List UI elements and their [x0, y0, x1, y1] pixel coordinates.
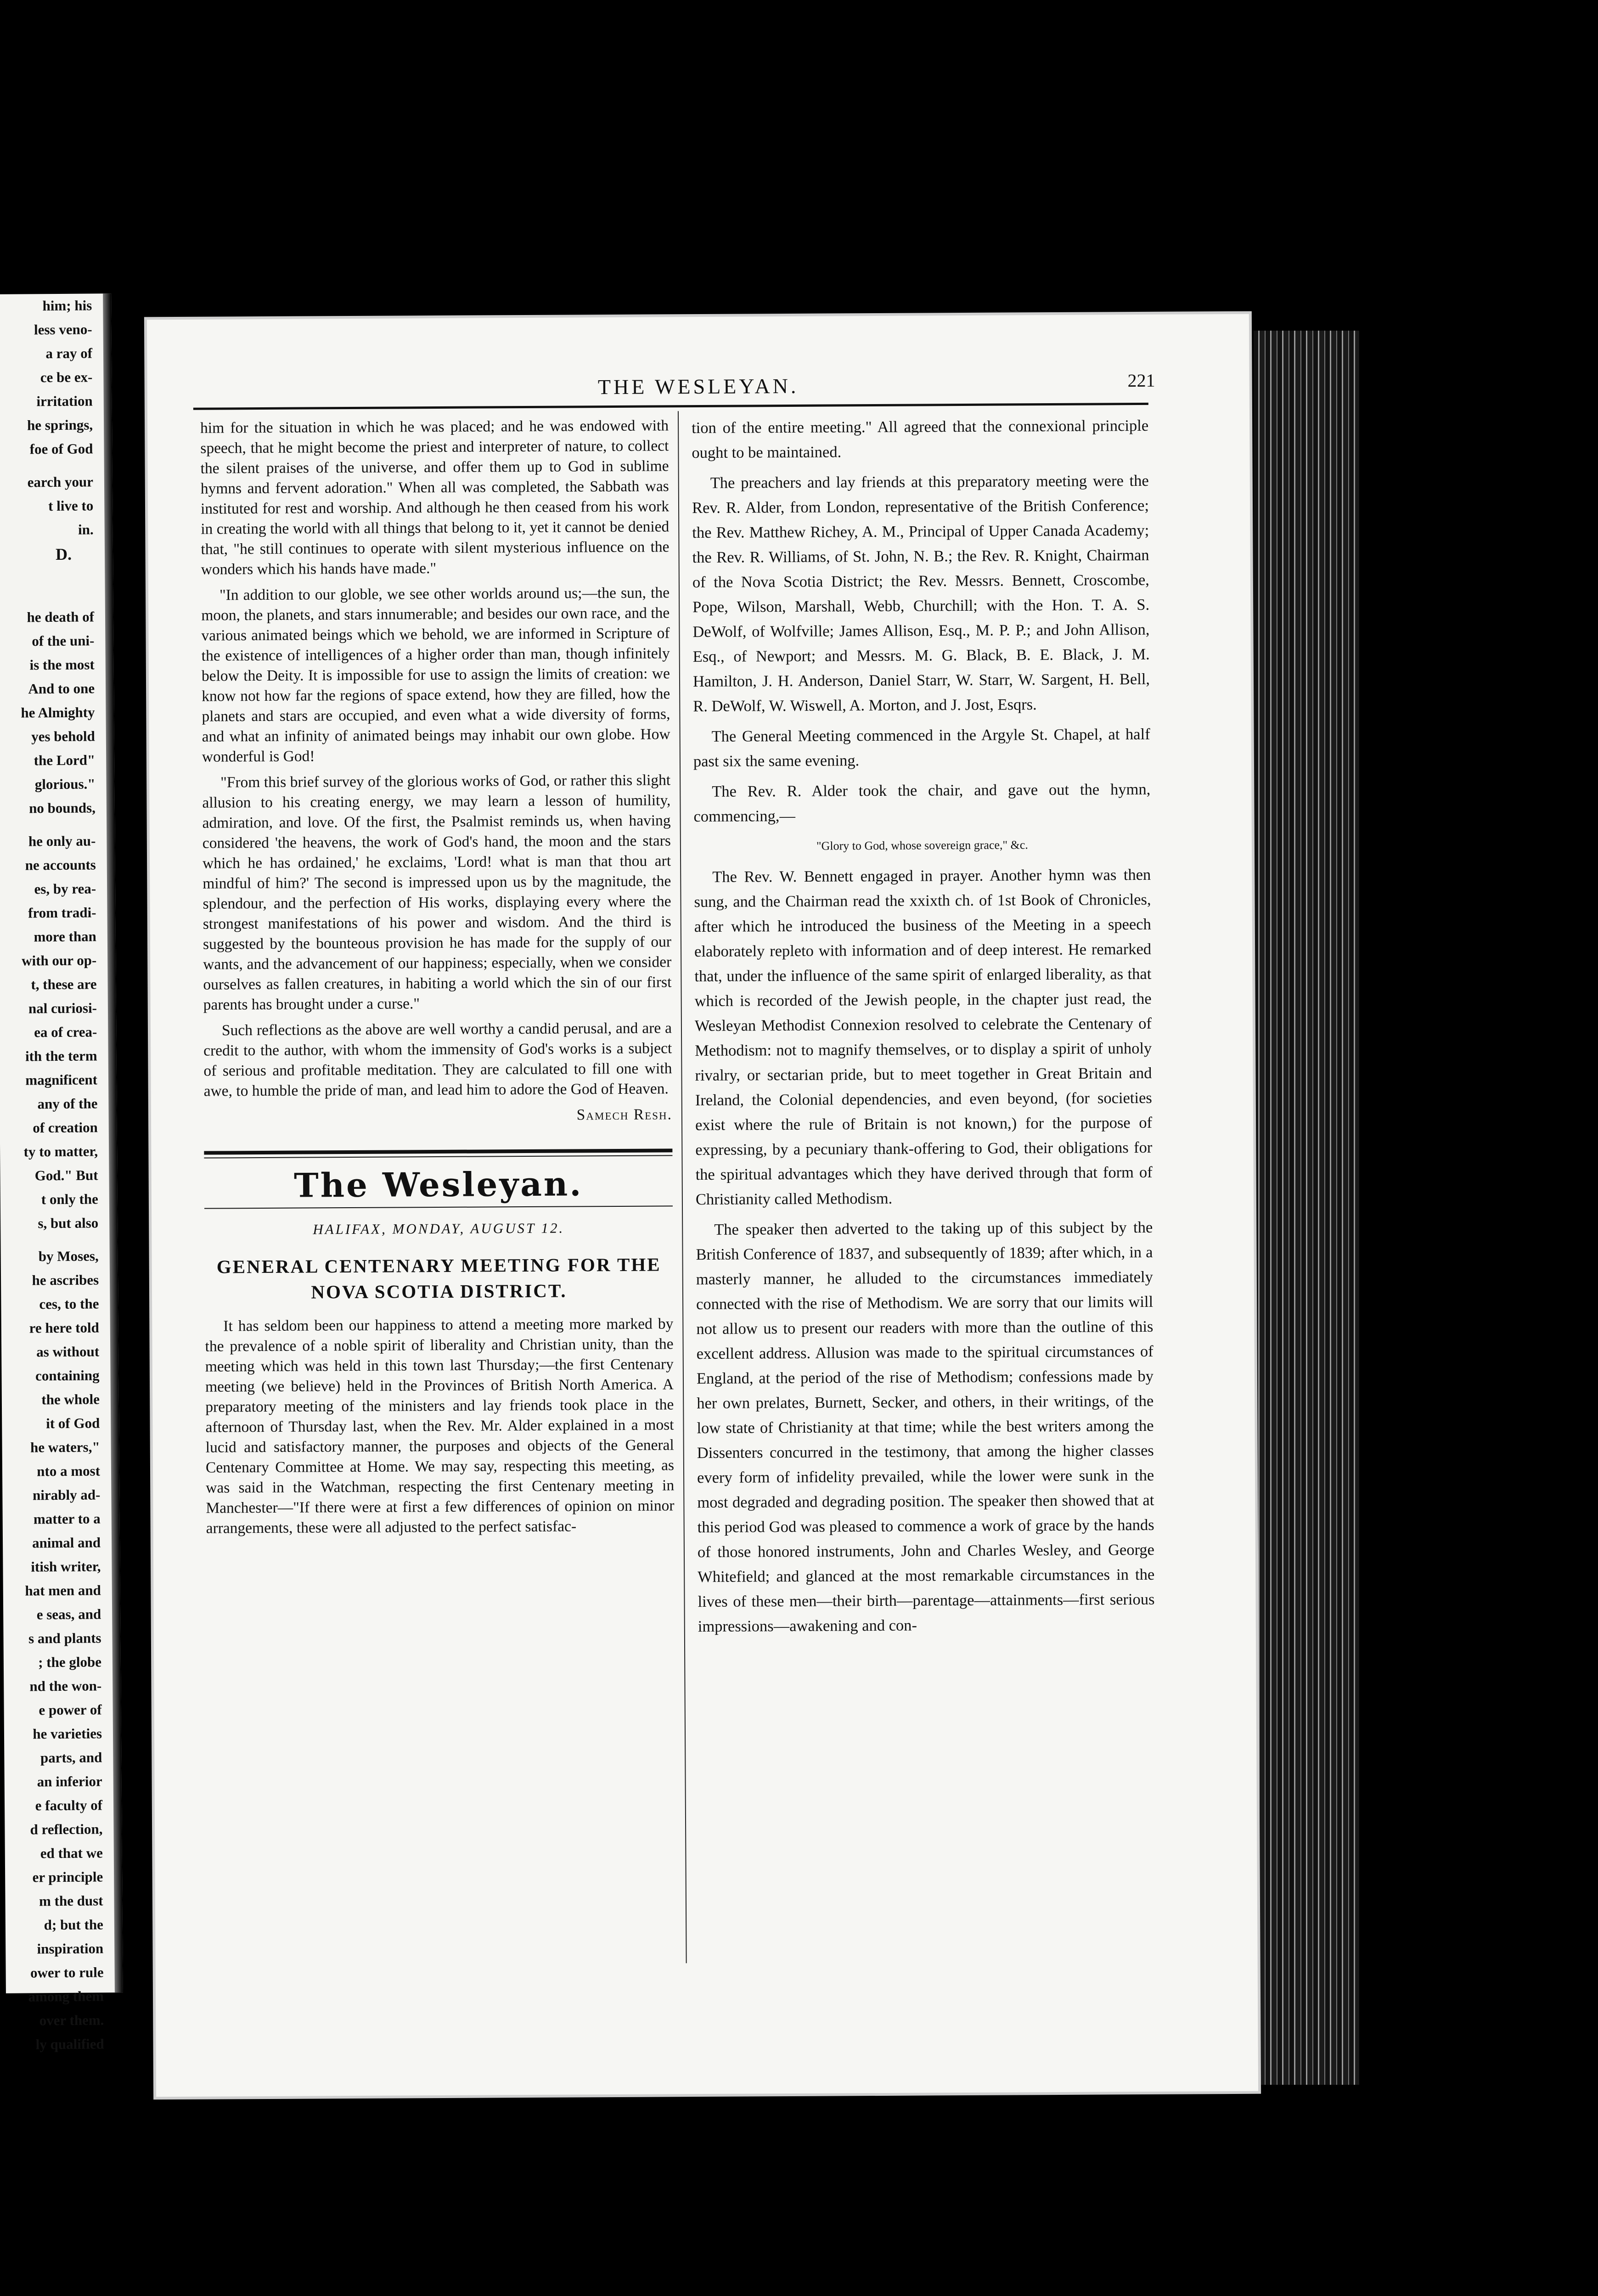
paragraph: "From this brief survey of the glorious works of God, or rather this slight allusion to his creating energy, we may learn a lesson of humility, admiration, and love. Of the first, the Psalmist reminds us, when having considered 'the heavens, the work of God's hand, the moon and the stars which he has ordained,' he exclaims, 'Lord! what is man that thou art mindful of him?' The second is impressed upon us by the magnitude, the splendour, and the perfection of His works, displaying every where the strongest manifestations of his power and wisdom. And the third is suggested by the bounteous provision he has made for the supply of our wants, and the advancement of our happiness; especially, when we consider ourselves as fallen creatures, in habiting a world which the sin of our first parents has brought under a curse.": [202, 771, 672, 1013]
fragment-line: containing: [35, 1367, 100, 1384]
facing-page-fragment: [0, 293, 123, 2053]
fragment-line: nto a most: [37, 1463, 101, 1480]
fragment-line: in.: [78, 521, 94, 538]
dateline: HALIFAX, MONDAY, AUGUST 12.: [313, 1220, 565, 1238]
fragment-line: an inferior: [37, 1773, 102, 1790]
fragment-line: nirably ad-: [32, 1486, 101, 1503]
fragment-line: of creation: [33, 1119, 98, 1136]
fragment-line: no bounds,: [28, 799, 96, 816]
fragment-line: he varieties: [33, 1725, 102, 1742]
newspaper-page: [147, 314, 1258, 2097]
fragment-line: earch your: [27, 473, 94, 490]
paragraph: "In addition to our globle, we see other worlds around us;—the sun, the moon, the planets, and stars innumerable; and besides our own race, and the various animated beings which we behold, we are informed in Scripture of the existence of intelligences of a higher order than man, though infinitely below the Deity. It is impossible for use to assign the limits of creation: we know not how far the regions of space extend, how they are filled, how the planets and stars are occupied, and even what a wide diversity of forms, and what an infinity of animated beings may inhabit our own globe. How wonderful is God!: [201, 584, 670, 765]
fragment-line: it of God: [46, 1415, 100, 1432]
paragraph: The speaker then adverted to the taking up of this subject by the British Conference of 1837, and subsequently of 1839; after which, in a masterly manner, he alluded to the circumstances immediately connected with the rise of Methodism. We are sorry that our limits will not allow us to present our readers with more than the outline of this excellent address. Allusion was made to the spiritual circumstances of England, at the period of the rise of Methodism; confessions made by her own prelates, Burnett, Secker, and others, in their writings, of the low state of Christianity at that time; while the best writers among the Dissenters concurred in the testimony, that among the higher classes every form of infidelity prevailed, while the lower were sunk in the most degraded and degrading position. The speaker then showed that at this period God was pleased to commence a work of grace by the hands of those honored instruments, John and Charles Wesley, and George Whitefield; and glanced at the most remarkable circumstances in the lives of these men—their birth—parentage—attainments—first serious impressions—awakening and con-: [696, 1218, 1155, 1636]
paragraph: The Rev. W. Bennett engaged in prayer. Another hymn was then sung, and the Chairman read the xxixth ch. of 1st Book of Chronicles, after which he introduced the business of the Meeting in a speech elaborately repleto with information and of deep interest. He remarked that, under the influence of the same spirit of enlarged liberality, as that which is recorded of the Jewish people, in the chapter just read, the Wesleyan Methodist Connexion resolved to celebrate the Centenary of Methodism: not to magnify themselves, or to display a spirit of unholy rivalry, or sectarian pride, but to meet together in Great Britain and Ireland, the Colonial dependencies, and even beyond, (for societies exist where the rule of Britain is not known,) for the purpose of expressing, by a pecuniary thank-offering to God, their obligations for the spiritual advantages which they have derived through that form of Christianity called Methodism.: [694, 866, 1153, 1209]
fragment-line: more than: [34, 928, 96, 945]
fragment-line: e power of: [39, 1701, 102, 1718]
fragment-line: d; but the: [44, 1916, 103, 1933]
fragment-line: by Moses,: [38, 1248, 99, 1265]
fragment-line: nd the won-: [29, 1677, 102, 1694]
header-rule: [193, 403, 1148, 410]
fragment-line: from tradi-: [28, 904, 96, 921]
right-column: [692, 413, 1155, 1644]
fragment-line: e faculty of: [35, 1797, 103, 1814]
fragment-line: matter to a: [33, 1510, 101, 1527]
fragment-line: m the dust: [39, 1892, 103, 1909]
fragment-line: any of the: [37, 1095, 98, 1112]
fragment-block-1: [0, 293, 113, 461]
fragment-line: nal curiosi-: [28, 1000, 97, 1017]
fragment-line: yes behold: [31, 728, 95, 745]
fragment-line: he waters,": [30, 1439, 100, 1456]
fragment-line: among them: [28, 1988, 104, 2005]
fragment-line: he death of: [27, 608, 95, 625]
fragment-line: over them.: [39, 2012, 104, 2029]
column-divider: [678, 411, 687, 1963]
fragment-line: foe of God: [29, 440, 93, 457]
fragment-line: is the most: [29, 656, 95, 673]
fragment-line: of the uni-: [32, 632, 95, 649]
fragment-line: he springs,: [27, 416, 93, 433]
fragment-line: ed that we: [40, 1845, 103, 1862]
running-header: THE WESLEYAN.: [597, 374, 799, 399]
masthead: The Wesleyan.: [293, 1164, 583, 1205]
fragment-line: ces, to the: [39, 1295, 99, 1312]
paragraph: Such reflections as the above are well worthy a candid perusal, and are a credit to the author, with whom the immensity of God's works is a subject of serious and profitable meditation. They are calculated to fill one with awe, to humble the pride of man, and lead him to adore the God of Heaven.: [203, 1019, 672, 1100]
article-signature: Samech Resh.: [576, 1106, 673, 1124]
fragment-block-4: [0, 829, 118, 1236]
page-number: 221: [1127, 370, 1155, 391]
fragment-line: he Almighty: [21, 704, 95, 721]
paragraph: The General Meeting commenced in the Argyle St. Chapel, at half past six the same evening.: [693, 725, 1150, 771]
fragment-line: And to one: [28, 680, 95, 697]
paragraph: The Rev. R. Alder took the chair, and gave out the hymn, commencing,—: [693, 780, 1151, 826]
fragment-line: inspiration: [37, 1940, 104, 1957]
fragment-line: irritation: [36, 393, 93, 410]
fragment-line: s and plants: [28, 1630, 101, 1647]
fragment-line: ea of crea-: [34, 1024, 97, 1041]
hymn-quote: "Glory to God, whose sovereign grace," &c.: [816, 838, 1028, 853]
paragraph: tion of the entire meeting." All agreed that the connexional principle ought to be maintained.: [692, 416, 1149, 462]
fragment-line: ne accounts: [25, 856, 96, 873]
fragment-line: he only au-: [28, 833, 96, 850]
fragment-line: re here told: [29, 1319, 99, 1336]
fragment-line: t only the: [41, 1191, 98, 1208]
fragment-line: t, these are: [31, 976, 97, 993]
fragment-line: animal and: [32, 1534, 101, 1551]
fragment-line: ty to matter,: [23, 1143, 98, 1160]
fragment-line: glorious.": [34, 776, 96, 793]
paragraph: The preachers and lay friends at this preparatory meeting were the Rev. R. Alder, from London, representative of the British Conference; the Rev. Matthew Richey, A. M., Principal of Upper Canada Academy; the Rev. R. Williams, of St. John, N. B.; the Rev. R. Knight, Chairman of the Nova Scotia District; the Rev. Messrs. Bennett, Croscombe, Pope, Wilson, Marshall, Webb, Churchill; with the Hon. T. A. S. DeWolf, of Wolfville; James Allison, Esq., M. P. P.; and John Allison, Esq., of Newport; and Messrs. M. G. Black, B. E. Black, J. M. Hamilton, J. H. Anderson, Daniel Starr, W. Starr, W. Sargent, H. Bell, R. DeWolf, W. Wiswell, A. Morton, and J. Jost, Esqrs.: [692, 472, 1150, 715]
left-column: [200, 416, 675, 1544]
masthead-rule: [204, 1205, 673, 1209]
section-rule: [204, 1148, 672, 1158]
fragment-line: t live to: [48, 497, 94, 514]
paragraph: him for the situation in which he was placed; and he was endowed with speech, that he might become the priest and interpreter of nature, to collect the silent praises of the universe, and offer them up to God in sublime hymns and fervent adoration." When all was completed, the Sabbath was instituted for rest and worship. And although he then ceased from his work in creating the world with all things that belong to it, yet it cannot be denied that, "he still continues to operate with silent mysterious influence on the wonders which his hands have made.": [200, 417, 670, 578]
fragment-line: a ray of: [45, 345, 93, 362]
article-headline: GENERAL CENTENARY MEETING FOR THE NOVA SCOTIA DISTRICT.: [216, 1254, 661, 1303]
fragment-line: e seas, and: [36, 1606, 101, 1623]
fragment-line: es, by rea-: [34, 880, 96, 897]
fragment-line: God." But: [34, 1167, 98, 1184]
fragment-line: ly qualified: [35, 2036, 104, 2053]
fragment-line: itish writer,: [31, 1558, 101, 1575]
fragment-line: parts, and: [40, 1749, 102, 1766]
fragment-block-3: [0, 605, 115, 821]
fragment-block-5: [1, 1244, 124, 2057]
fragment-line: with our op-: [22, 952, 97, 969]
fragment-line: ith the term: [25, 1047, 97, 1064]
fragment-line: as without: [36, 1343, 100, 1360]
fragment-line: ; the globe: [38, 1654, 102, 1671]
fragment-line: the whole: [41, 1391, 100, 1408]
fragment-line: magnificent: [25, 1071, 98, 1088]
fragment-line: d reflection,: [30, 1821, 103, 1838]
book-binding-edge: [1254, 331, 1359, 2085]
fragment-line: the Lord": [34, 752, 96, 769]
paragraph: It has seldom been our happiness to attend a meeting more marked by the prevalence of a noble spirit of liberality and Christian unity, than the meeting which was held in this town last Thursday;—the first Centenary meeting (we believe) held in the Provinces of British North America. A preparatory meeting of the ministers and lay friends took place in the afternoon of Thursday last, when the Rev. Mr. Alder explained in a most lucid and satisfactory manner, the purposes and objects of the General Centenary Committee at Home. We may say, respecting this meeting, as was said in the Watchman, respecting the first Centenary meeting in Manchester—"If there were at first a few differences of opinion on minor arrangements, these were all adjusted to the perfect satisfac-: [205, 1315, 675, 1537]
fragment-signature: D.: [55, 545, 72, 564]
fragment-line: hat men and: [25, 1582, 101, 1599]
fragment-line: s, but also: [38, 1215, 99, 1232]
fragment-line: him; his: [42, 297, 92, 314]
fragment-block-2: [0, 470, 113, 542]
fragment-line: er principle: [32, 1868, 103, 1885]
fragment-line: ce be ex-: [40, 369, 93, 386]
fragment-line: ower to rule: [30, 1964, 104, 1981]
fragment-line: less veno-: [34, 321, 92, 338]
fragment-line: he ascribes: [32, 1272, 99, 1289]
